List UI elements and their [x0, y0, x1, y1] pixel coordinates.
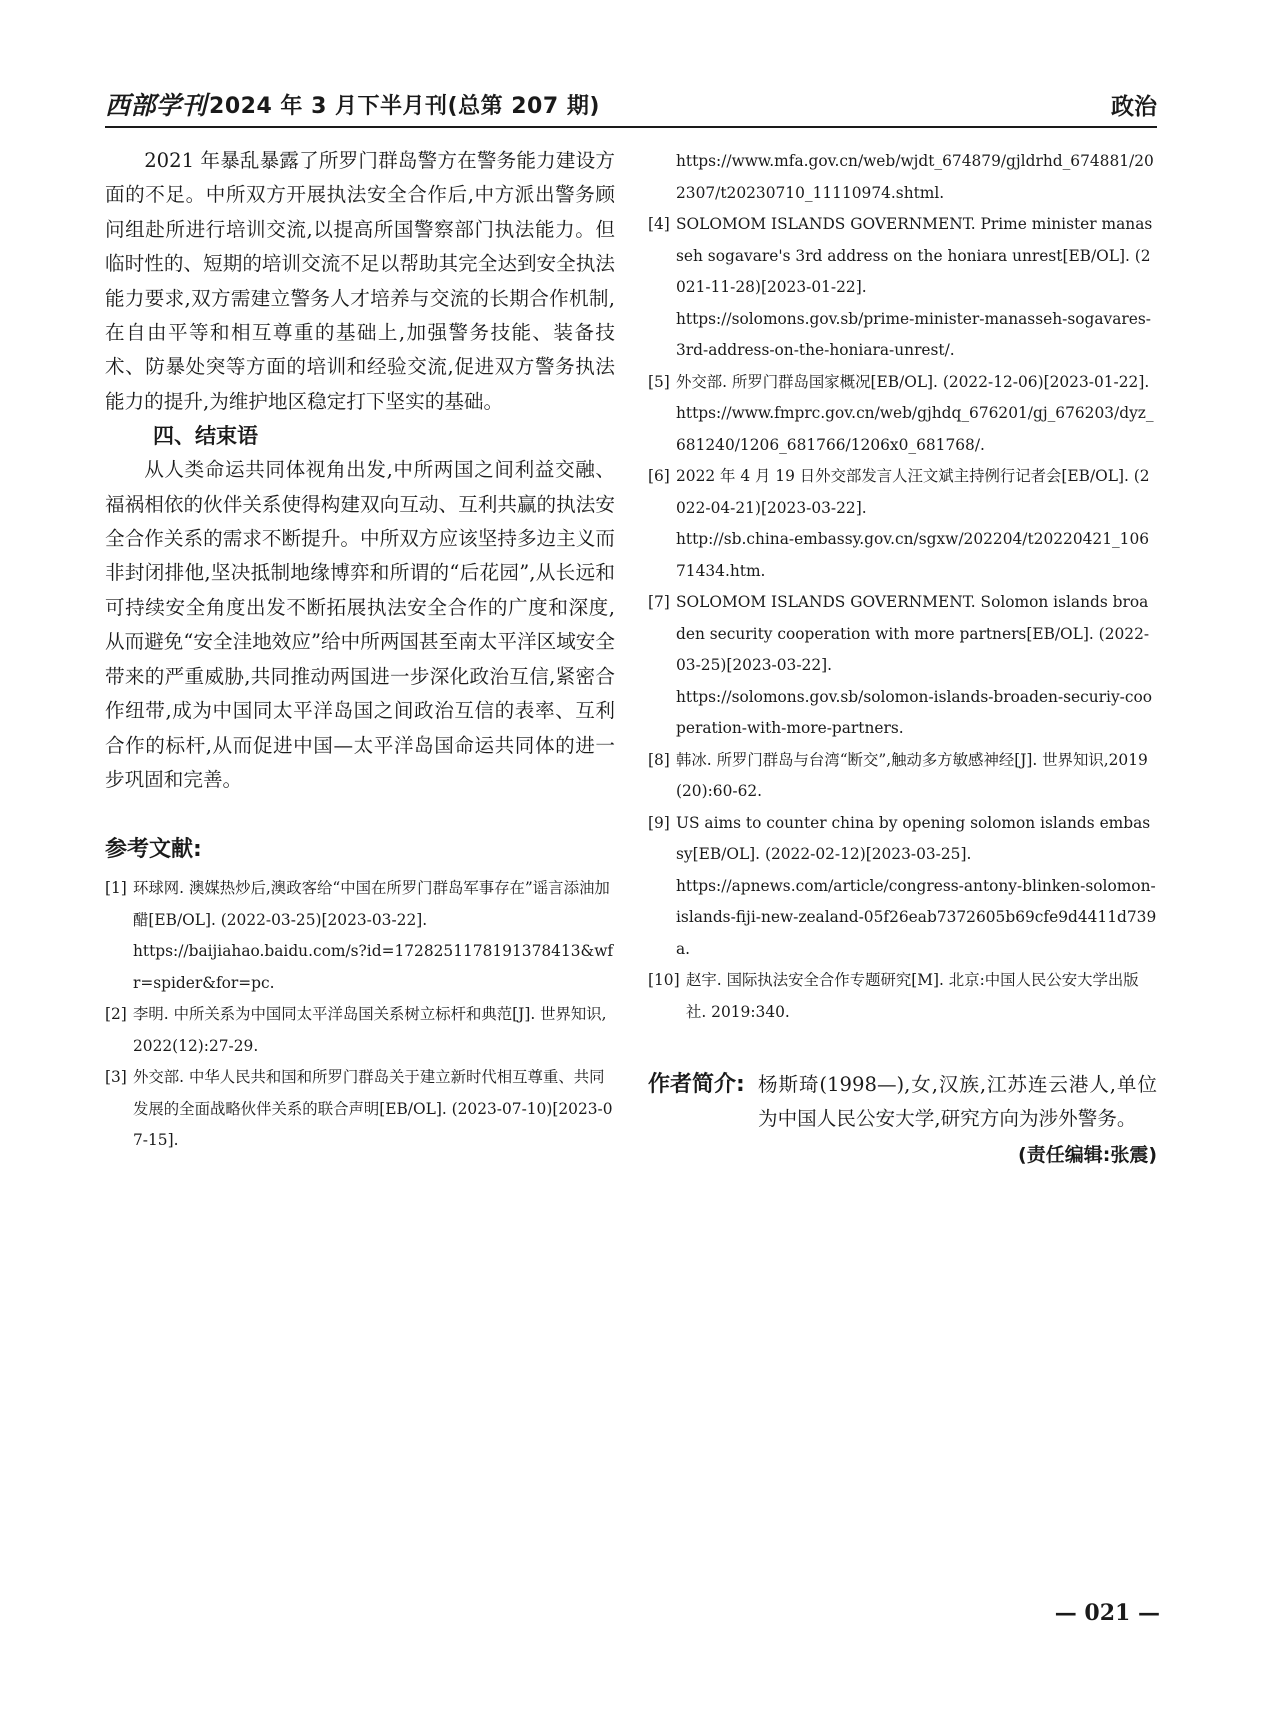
reference-url[interactable]: https://www.mfa.gov.cn/web/wjdt_674879/gjldrhd_674881/202307/t20230710_11110974.shtml. [676, 152, 1154, 202]
reference-item [105, 873, 615, 999]
reference-text: 环球网. 澳媒热炒后,澳政客给“中国在所罗门群岛军事存在”谣言添油加醋[EB/OL]. (2022-03-25)[2023-03-22]. [133, 879, 610, 929]
reference-item [105, 999, 615, 1062]
reference-text: 外交部. 中华人民共和国和所罗门群岛关于建立新时代相互尊重、共同发展的全面战略伙伴关系的联合声明[EB/OL]. (2023-07-10)[2023-07-15]. [133, 1068, 613, 1150]
reference-number: [4] [648, 215, 670, 233]
reference-number: [3] [105, 1068, 127, 1087]
reference-item [105, 1062, 615, 1157]
reference-number: [6] [648, 467, 670, 485]
reference-text: 赵宇. 国际执法安全合作专题研究[M]. 北京:中国人民公安大学出版社. 2019:340. [686, 971, 1139, 1021]
body-paragraph: 2021 年暴乱暴露了所罗门群岛警方在警务能力建设方面的不足。中所双方开展执法安全合作后,中方派出警务顾问组赴所进行培训交流,以提高所国警察部门执法能力。但临时性的、短期的培训交流不足以帮助其完全达到安全执法能力要求,双方需建立警务人才培养与交流的长期合作机制,在自由平等和相互尊重的基础上,加强警务技能、装备技术、防暴处突等方面的培训和经验交流,促进双方警务执法能力的提升,为维护地区稳定打下坚实的基础。 [105, 149, 615, 413]
author-bio-label: 作者简介: [648, 1072, 745, 1097]
reference-text: SOLOMOM ISLANDS GOVERNMENT. Solomon islands broaden security cooperation with more partners[EB/OL]. (2022-03-25)[2023-03-22]. [676, 593, 1150, 674]
reference-text: 2022 年 4 月 19 日外交部发言人汪文斌主持例行记者会[EB/OL]. (2022-04-21)[2023-03-22]. [676, 467, 1150, 517]
reference-item [648, 209, 1157, 367]
reference-text: US aims to counter china by opening solomon islands embassy[EB/OL]. (2022-02-12)[2023-03-25]. [676, 813, 1151, 863]
author-bio-text: 杨斯琦(1998—),女,汉族,江苏连云港人,单位为中国人民公安大学,研究方向为涉外警务。 [758, 1073, 1157, 1130]
reference-number: [10] [648, 971, 680, 989]
reference-url[interactable]: https://solomons.gov.sb/prime-minister-manasseh-sogavares-3rd-address-on-the-honiara-unrest/. [676, 309, 1151, 359]
reference-text: 李明. 中所关系为中国同太平洋岛国关系树立标杆和典范[J]. 世界知识,2022(12):27-29. [133, 1005, 607, 1055]
reference-item [648, 461, 1157, 587]
reference-item [648, 587, 1157, 745]
reference-number: [8] [648, 750, 670, 769]
section-heading: 四、结束语 [153, 424, 258, 449]
reference-continuation [648, 146, 1157, 209]
reference-number: [1] [105, 879, 127, 898]
reference-number: [2] [105, 1005, 127, 1024]
reference-item [648, 965, 1157, 1028]
reference-url[interactable]: https://apnews.com/article/congress-antony-blinken-solomon-islands-fiji-new-zealand-05f26eab7372605b69cfe9d4411d739a. [676, 876, 1157, 958]
reference-number: [7] [648, 593, 670, 611]
reference-item [648, 367, 1157, 462]
reference-url[interactable]: https://www.fmprc.gov.cn/web/gjhdq_676201/gj_676203/dyz_681240/1206_681766/1206x0_681768/. [676, 404, 1154, 454]
page-header [105, 86, 1157, 122]
reference-url[interactable]: https://baijiahao.baidu.com/s?id=1728251178191378413&wfr=spider&for=pc. [133, 942, 614, 992]
reference-item [648, 745, 1157, 808]
references-heading: 参考文献: [105, 837, 202, 863]
responsible-editor: (责任编辑:张震) [1018, 1144, 1157, 1166]
right-column [648, 146, 1157, 1167]
body-paragraph: 从人类命运共同体视角出发,中所两国之间利益交融、福祸相依的伙伴关系使得构建双向互动、互利共赢的执法安全合作关系的需求不断提升。中所双方应该坚持多边主义而非封闭排他,坚决抵制地缘博弈和所谓的“后花园”,从长远和可持续安全角度出发不断拓展执法安全合作的广度和深度,从而避免“安全洼地效应”给中所两国甚至南太平洋区域安全带来的严重威胁,共同推动两国进一步深化政治互信,紧密合作纽带,成为中国同太平洋岛国之间政治互信的表率、互利合作的标杆,从而促进中国—太平洋岛国命运共同体的进一步巩固和完善。 [105, 458, 615, 791]
issue-info: 2024 年 3 月下半月刊(总第 207 期) [209, 93, 600, 119]
reference-item [648, 808, 1157, 966]
reference-number: [5] [648, 372, 670, 391]
reference-number: [9] [648, 813, 670, 832]
header-divider [105, 126, 1157, 128]
author-bio [648, 1068, 1157, 1136]
page-number: — 021 — [1054, 1600, 1160, 1626]
section-label: 政治 [1111, 93, 1157, 120]
journal-logo: 西部学刊 [105, 91, 208, 120]
reference-url[interactable]: https://solomons.gov.sb/solomon-islands-broaden-securiy-cooperation-with-more-partners. [676, 687, 1153, 737]
journal-title [105, 86, 600, 122]
reference-text: 外交部. 所罗门群岛国家概况[EB/OL]. (2022-12-06)[2023-01-22]. [676, 372, 1150, 391]
reference-list [105, 873, 615, 1157]
reference-url[interactable]: http://sb.china-embassy.gov.cn/sgxw/202204/t20220421_10671434.htm. [676, 530, 1150, 580]
left-column [105, 144, 615, 1157]
reference-text: SOLOMOM ISLANDS GOVERNMENT. Prime minister manasseh sogavare's 3rd address on the honiara unrest[EB/OL]. (2021-11-28)[2023-01-22]. [676, 215, 1153, 296]
reference-text: 韩冰. 所罗门群岛与台湾“断交”,触动多方敏感神经[J]. 世界知识,2019(20):60-62. [676, 750, 1148, 800]
